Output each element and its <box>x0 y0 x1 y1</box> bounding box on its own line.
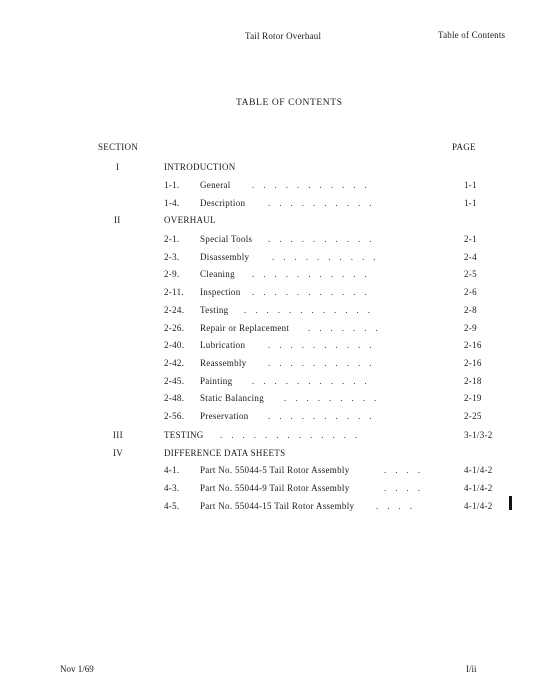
paragraph-number: 4-5. <box>164 501 180 511</box>
paragraph-number: 4-3. <box>164 483 180 493</box>
paragraph-title: Part No. 55044-5 Tail Rotor Assembly <box>200 465 350 475</box>
dot-leader: .......... <box>268 358 381 368</box>
paragraph-number: 2-42. <box>164 358 185 368</box>
dot-leader: ........... <box>252 376 376 386</box>
dot-leader: .......... <box>268 234 381 244</box>
paragraph-number: 2-11. <box>164 287 184 297</box>
dot-leader: .......... <box>272 252 385 262</box>
dot-leader: ............. <box>220 430 367 440</box>
dot-leader: .......... <box>268 198 381 208</box>
paragraph-title: Preservation <box>200 411 249 421</box>
dot-leader: .......... <box>268 340 381 350</box>
paragraph-number: 2-3. <box>164 252 180 262</box>
paragraph-title: Repair or Replacement <box>200 323 290 333</box>
page-number: 4-1/4-2 <box>464 465 493 475</box>
footer-date: Nov 1/69 <box>60 664 94 674</box>
paragraph-title: Static Balancing <box>200 393 265 403</box>
page-number: 2-19 <box>464 393 482 403</box>
revision-bar <box>509 496 512 510</box>
footer-page-number: I/ii <box>466 664 477 674</box>
dot-leader: .......... <box>268 411 381 421</box>
page-number: 2-18 <box>464 376 482 386</box>
paragraph-title: Reassembly <box>200 358 247 368</box>
section-title: DIFFERENCE DATA SHEETS <box>164 448 286 458</box>
page-number: 2-9 <box>464 323 477 333</box>
paragraph-title: Testing <box>200 305 229 315</box>
paragraph-title: Description <box>200 198 246 208</box>
paragraph-number: 2-1. <box>164 234 180 244</box>
dot-leader: .... <box>376 501 421 511</box>
section-title: TESTING <box>164 430 204 440</box>
page-number: 2-16 <box>464 340 482 350</box>
paragraph-number: 4-1. <box>164 465 180 475</box>
section-number: II <box>114 215 121 225</box>
page-number: 4-1/4-2 <box>464 501 493 511</box>
page-number: 2-6 <box>464 287 477 297</box>
section-number: III <box>113 430 123 440</box>
page-number: 2-1 <box>464 234 477 244</box>
paragraph-number: 2-48. <box>164 393 185 403</box>
paragraph-number: 2-40. <box>164 340 185 350</box>
paragraph-number: 2-9. <box>164 269 180 279</box>
page-number: 2-4 <box>464 252 477 262</box>
running-header-section: Table of Contents <box>438 30 506 40</box>
toc-title: TABLE OF CONTENTS <box>236 98 343 108</box>
dot-leader: ....... <box>308 323 387 333</box>
section-title: INTRODUCTION <box>164 162 236 172</box>
paragraph-title: Disassembly <box>200 252 250 262</box>
dot-leader: ........... <box>252 287 376 297</box>
page-number: 3-1/3-2 <box>464 430 493 440</box>
paragraph-title: Special Tools <box>200 234 253 244</box>
section-number: I <box>116 162 120 172</box>
dot-leader: .... <box>384 483 429 493</box>
paragraph-title: Part No. 55044-9 Tail Rotor Assembly <box>200 483 350 493</box>
dot-leader: ........... <box>252 180 376 190</box>
page-number: 2-16 <box>464 358 482 368</box>
section-column-header: SECTION <box>98 142 139 152</box>
paragraph-number: 1-1. <box>164 180 180 190</box>
paragraph-number: 2-24. <box>164 305 185 315</box>
paragraph-title: Cleaning <box>200 269 235 279</box>
paragraph-title: General <box>200 180 231 190</box>
paragraph-title: Inspection <box>200 287 241 297</box>
paragraph-number: 2-56. <box>164 411 185 421</box>
paragraph-title: Part No. 55044-15 Tail Rotor Assembly <box>200 501 355 511</box>
page-number: 1-1 <box>464 198 477 208</box>
paragraph-number: 2-45. <box>164 376 185 386</box>
page-number: 4-1/4-2 <box>464 483 493 493</box>
paragraph-number: 1-4. <box>164 198 180 208</box>
page-number: 2-8 <box>464 305 477 315</box>
page-number: 2-5 <box>464 269 477 279</box>
paragraph-title: Lubrication <box>200 340 246 350</box>
dot-leader: .... <box>384 465 429 475</box>
dot-leader: ............ <box>244 305 379 315</box>
page-column-header: PAGE <box>452 142 476 152</box>
paragraph-number: 2-26. <box>164 323 185 333</box>
page-number: 2-25 <box>464 411 482 421</box>
section-number: IV <box>113 448 124 458</box>
dot-leader: ........... <box>252 269 376 279</box>
running-header-title: Tail Rotor Overhaul <box>245 31 322 41</box>
section-title: OVERHAUL <box>164 215 216 225</box>
page-number: 1-1 <box>464 180 477 190</box>
paragraph-title: Painting <box>200 376 233 386</box>
dot-leader: ......... <box>284 393 386 403</box>
